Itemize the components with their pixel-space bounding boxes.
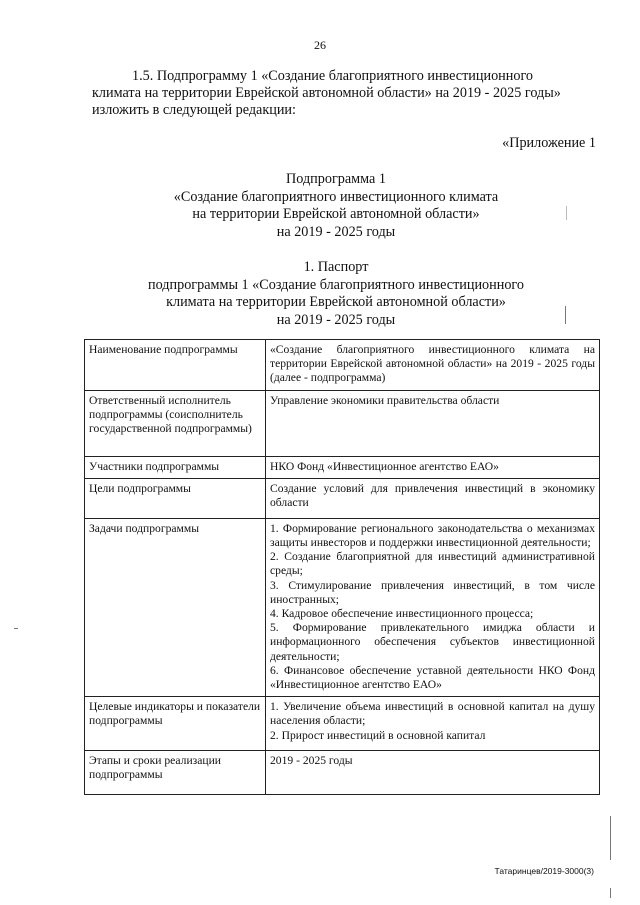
task-item: 4. Кадровое обеспечение инвестиционного процесса; bbox=[270, 607, 534, 621]
indicator-item: 1. Увеличение объема инвестиций в основной капитал на душу населения области; bbox=[270, 700, 595, 728]
table-row bbox=[85, 751, 600, 795]
row-label: Целевые индикаторы и показатели подпрограммы bbox=[85, 697, 266, 751]
intro-paragraph bbox=[92, 68, 600, 119]
task-item: 2. Создание благоприятной для инвестиций административной среды; bbox=[270, 550, 595, 578]
table-row bbox=[85, 518, 600, 696]
task-item: 3. Стимулирование привлечения инвестиций, в том числе иностранных; bbox=[270, 578, 595, 606]
title-line: на 2019 - 2025 годы bbox=[276, 223, 396, 240]
title-line: Подпрограмма 1 bbox=[286, 171, 386, 187]
subprogram-title bbox=[92, 171, 580, 241]
scan-artifact bbox=[610, 816, 611, 860]
row-value: Управление экономики правительства области bbox=[266, 390, 600, 456]
passport-heading-line: подпрограммы 1 «Создание благоприятного инвестиционного bbox=[148, 276, 524, 293]
row-label: Цели подпрограммы bbox=[85, 478, 266, 518]
task-item: 1. Формирование регионального законодательства о механизмах защиты инвесторов и поддержки инвестиционной деятельности; bbox=[270, 521, 595, 550]
appendix-label: «Приложение 1 bbox=[502, 135, 596, 151]
row-label: Этапы и сроки реализации подпрограммы bbox=[85, 751, 266, 795]
scan-artifact bbox=[14, 628, 18, 629]
row-value: «Создание благоприятного инвестиционного климата на территории Еврейской автономной области» на 2019 - 2025 годы (далее - подпрограмма) bbox=[266, 340, 600, 391]
row-label: Задачи подпрограммы bbox=[85, 518, 266, 696]
passport-heading-line: на 2019 - 2025 годы bbox=[276, 311, 396, 328]
passport-heading bbox=[92, 259, 580, 329]
indicator-item: 2. Прирост инвестиций в основной капитал bbox=[270, 728, 486, 742]
page-number: 26 bbox=[314, 38, 326, 52]
task-item: 5. Формирование привлекательного имиджа области и информационного обеспечения субъектов инвестиционной деятельности; bbox=[270, 621, 595, 663]
scan-artifact bbox=[610, 888, 611, 898]
row-value-list bbox=[266, 697, 600, 751]
row-label: Наименование подпрограммы bbox=[85, 340, 266, 391]
scan-artifact bbox=[566, 206, 567, 220]
scan-artifact bbox=[565, 306, 566, 324]
intro-line: 1.5. Подпрограмму 1 «Создание благоприятного инвестиционного bbox=[132, 68, 534, 84]
passport-heading-line: климата на территории Еврейской автономной области» bbox=[166, 294, 506, 310]
row-value: НКО Фонд «Инвестиционное агентство ЕАО» bbox=[266, 456, 600, 478]
table-row bbox=[85, 340, 600, 391]
task-item: 6. Финансовое обеспечение уставной деятельности НКО Фонд «Инвестиционное агентство ЕАО» bbox=[270, 663, 595, 692]
document-code: Татаринцев/2019-3000(3) bbox=[494, 866, 594, 876]
intro-line: климата на территории Еврейской автономной области» на 2019 - 2025 годы» bbox=[92, 85, 561, 101]
table-row bbox=[85, 478, 600, 518]
row-value: Создание условий для привлечения инвестиций в экономику области bbox=[266, 478, 600, 518]
passport-heading-line: 1. Паспорт bbox=[303, 259, 369, 275]
row-value: 2019 - 2025 годы bbox=[266, 751, 600, 795]
intro-line: изложить в следующей редакции: bbox=[92, 102, 296, 118]
table-row bbox=[85, 697, 600, 751]
table-row bbox=[85, 456, 600, 478]
row-label: Участники подпрограммы bbox=[85, 456, 266, 478]
table-row bbox=[85, 390, 600, 456]
row-label: Ответственный исполнитель подпрограммы (соисполнитель государственной подпрограммы) bbox=[85, 390, 266, 456]
row-value-list bbox=[266, 518, 600, 696]
title-line: «Создание благоприятного инвестиционного климата bbox=[173, 188, 499, 205]
passport-table bbox=[84, 339, 600, 795]
title-line: на территории Еврейской автономной области» bbox=[192, 206, 480, 222]
